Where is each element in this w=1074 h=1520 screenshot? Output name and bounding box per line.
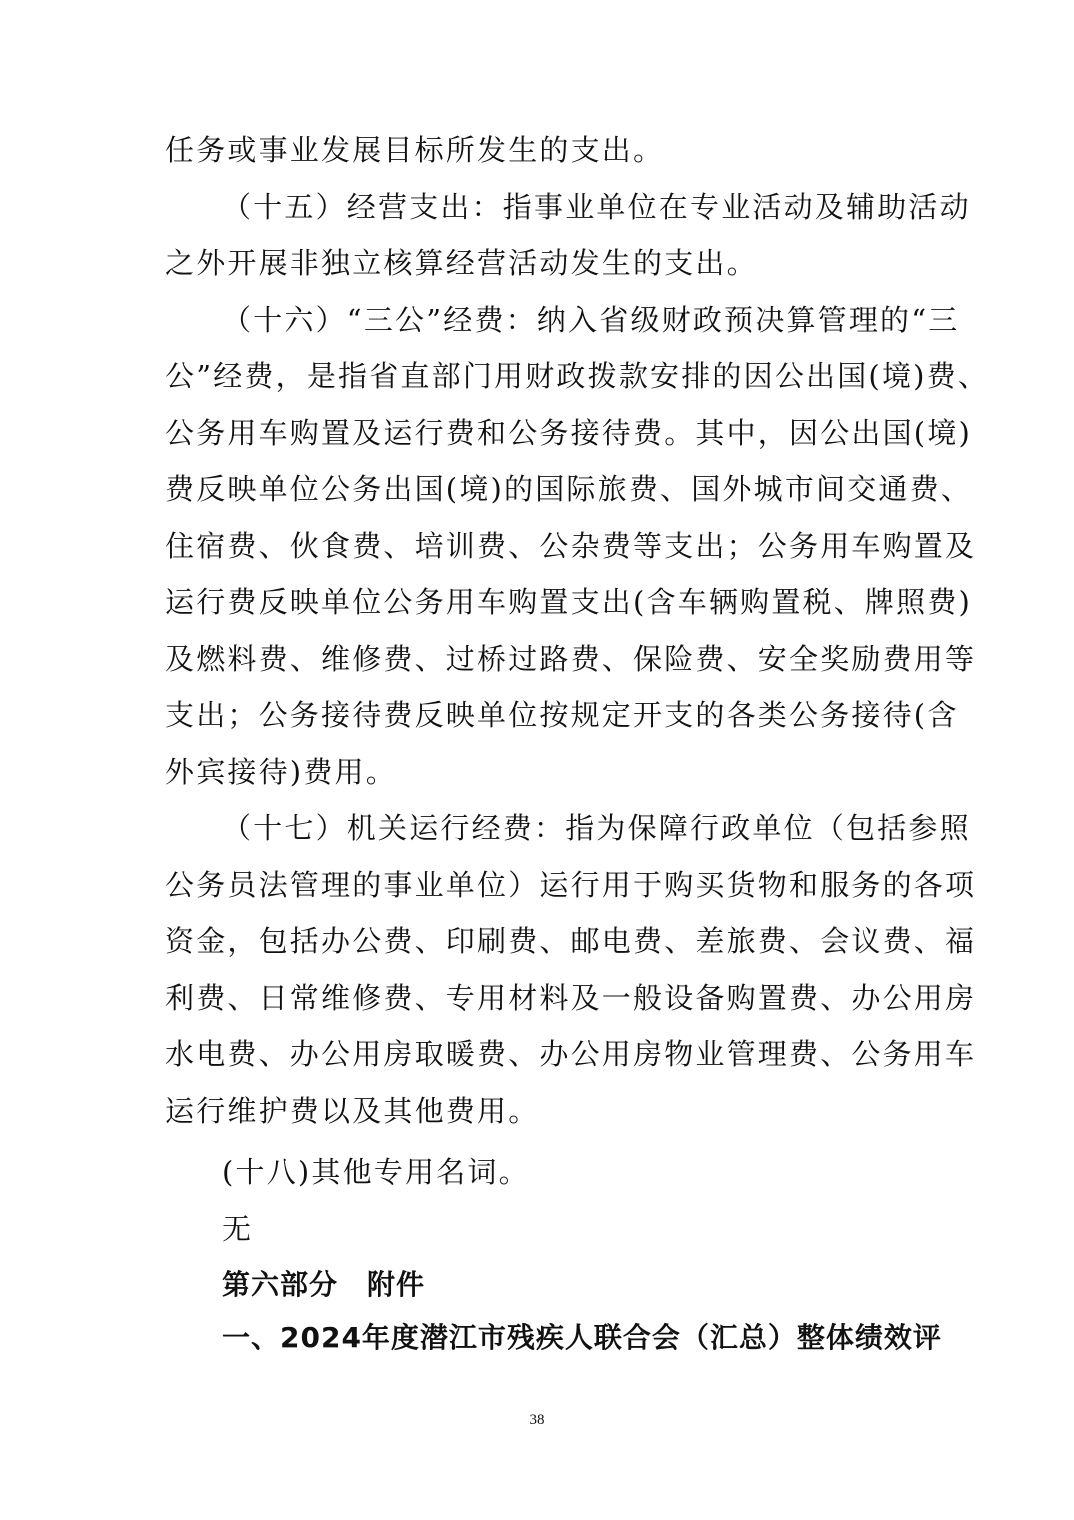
- paragraph-line: 支出；公务接待费反映单位按规定开支的各类公务接待(含: [165, 698, 959, 732]
- paragraph-line: 运行费反映单位公务用车购置支出(含车辆购置税、牌照费): [165, 585, 973, 619]
- attachment-heading: 一、2024年度潜江市残疾人联合会（汇总）整体绩效评: [222, 1321, 942, 1354]
- section-heading: 第六部分 附件: [222, 1268, 426, 1301]
- paragraph-line: 资金，包括办公费、印刷费、邮电费、差旅费、会议费、福: [165, 924, 977, 958]
- paragraph-line: 公务员法管理的事业单位）运行用于购买货物和服务的各项: [165, 868, 977, 902]
- paragraph-line: 运行维护费以及其他费用。: [165, 1094, 540, 1128]
- paragraph-line: 外宾接待)费用。: [165, 755, 397, 789]
- paragraph-line: （十七）机关运行经费：指为保障行政单位（包括参照: [222, 811, 971, 845]
- paragraph-line: 无: [222, 1212, 254, 1246]
- paragraph-line: （十六）“三公”经费：纳入省级财政预决算管理的“三: [222, 303, 960, 337]
- page-number: 38: [529, 1412, 545, 1428]
- paragraph-line: 住宿费、伙食费、培训费、公杂费等支出；公务用车购置及: [165, 529, 977, 563]
- paragraph-line: 之外开展非独立核算经营活动发生的支出。: [165, 246, 758, 280]
- paragraph-line: 及燃料费、维修费、过桥过路费、保险费、安全奖励费用等: [165, 642, 977, 676]
- paragraph-line: 利费、日常维修费、专用材料及一般设备购置费、办公用房: [165, 981, 977, 1015]
- paragraph-line: （十五）经营支出：指事业单位在专业活动及辅助活动: [222, 190, 971, 224]
- paragraph-line: 公务用车购置及运行费和公务接待费。其中，因公出国(境): [165, 416, 973, 450]
- paragraph-line: 费反映单位公务出国(境)的国际旅费、国外城市间交通费、: [165, 472, 973, 506]
- paragraph-line: 任务或事业发展目标所发生的支出。: [165, 133, 665, 167]
- paragraph-line: 公”经费，是指省直部门用财政拨款安排的因公出国(境)费、: [165, 359, 990, 393]
- paragraph-line: 水电费、办公用房取暖费、办公用房物业管理费、公务用车: [165, 1037, 977, 1071]
- paragraph-line: (十八)其他专用名词。: [222, 1155, 530, 1189]
